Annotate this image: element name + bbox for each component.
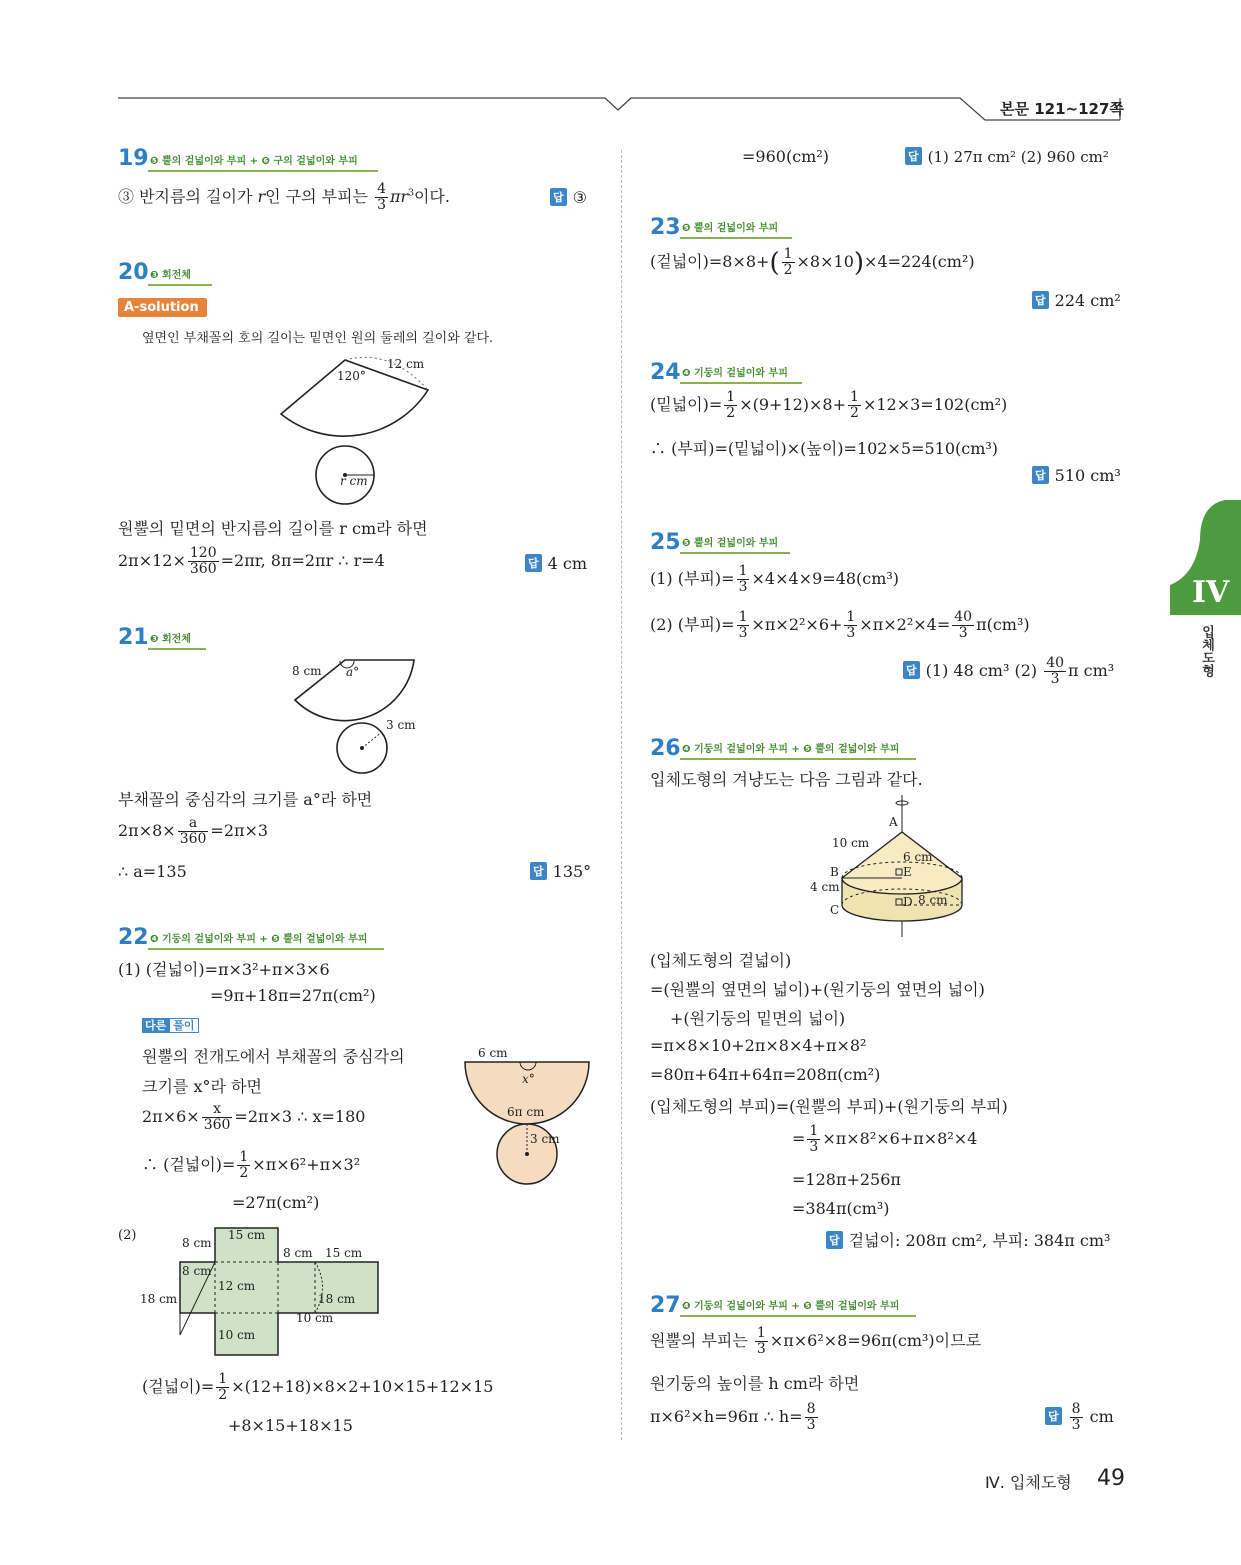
- net-label-f: 12 cm: [218, 1279, 256, 1293]
- problem-19-tag: ❺ 뿔의 겉넓이와 부피 + ❻ 구의 겉넓이와 부피: [150, 156, 358, 167]
- fig22-label-x: x°: [522, 1072, 535, 1086]
- problem-26-tag: ❹ 기둥의 겉넓이와 부피 + ❺ 뿔의 겉넓이와 부피: [682, 744, 900, 755]
- problem-22-number: 22: [118, 925, 149, 950]
- problem-23-answer: 답 224 cm²: [1032, 291, 1121, 310]
- problem-22-alt-line5: =27π(cm²): [232, 1193, 320, 1212]
- fig22-label-3cm: 3 cm: [530, 1132, 560, 1146]
- problem-27-number: 27: [650, 1293, 681, 1318]
- problem-20-number: 20: [118, 260, 149, 285]
- problem-22-part2-label: (2): [118, 1228, 137, 1243]
- net-label-g: 18 cm: [140, 1292, 178, 1306]
- fig26-label-E: E: [903, 865, 912, 879]
- problem-25-answer: 답 (1) 48 cm³ (2) $\frac{40}{3}$ π cm³: [903, 656, 1114, 687]
- fig26-label-6cm: 6 cm: [903, 850, 933, 864]
- problem-26-line2: =(원뿔의 옆면의 넓이)+(원기둥의 옆면의 넓이): [650, 980, 985, 999]
- net-label-j: 10 cm: [218, 1328, 256, 1342]
- problem-22-line1: (1) (겉넓이)=π×3²+π×3×6: [118, 960, 330, 979]
- fig26-label-8cm: 8 cm: [918, 893, 948, 907]
- fig22-label-6pi: 6π cm: [507, 1105, 545, 1119]
- fig26-label-A: A: [889, 815, 898, 829]
- problem-27-tag: ❹ 기둥의 겉넓이와 부피 + ❺ 뿔의 겉넓이와 부피: [682, 1301, 900, 1312]
- net-label-i: 10 cm: [296, 1311, 334, 1325]
- problem-22-alt-line4: ∴ (겉넓이)= $\frac{1}{2}$ ×π×6²+π×3²: [142, 1149, 361, 1181]
- fig26-label-C: C: [830, 903, 840, 917]
- footer-chapter: Ⅳ. 입체도형: [985, 1473, 1072, 1492]
- problem-23-line1: (겉넓이)=8×8+( $\frac{1}{2}$ ×8×10)×4=224(cm²): [650, 246, 975, 278]
- a-solution-badge: A-solution: [118, 298, 207, 317]
- problem-26-number: 26: [650, 736, 681, 761]
- fig21-label-a: a°: [346, 665, 360, 679]
- problem-26-line1: (입체도형의 겉넓이): [650, 951, 792, 970]
- fig21-label-3: 3 cm: [386, 718, 416, 732]
- problem-25-number: 25: [650, 530, 681, 555]
- problem-24-number: 24: [650, 360, 681, 385]
- fig26-label-10cm: 10 cm: [832, 836, 870, 850]
- problem-22-alt-line1: 원뿔의 전개도에서 부채꼴의 중심각의: [142, 1047, 405, 1066]
- problem-19-number: 19: [118, 146, 149, 171]
- problem-27-line3: π×6²×h=96π ∴ h= $\frac{8}{3}$: [650, 1401, 816, 1433]
- problem-26-line8: =128π+256π: [792, 1170, 901, 1189]
- net-label-b: 8 cm: [182, 1236, 212, 1250]
- problem-21-number: 21: [118, 625, 149, 650]
- problem-23-number: 23: [650, 215, 681, 240]
- problem-24-line1: (밑넓이)= $\frac{1}{2}$ ×(9+12)×8+ $\frac{1}{2}$ ×12×3=102(cm²): [650, 389, 1008, 421]
- column-divider: [621, 150, 622, 1440]
- problem-26-line9: =384π(cm³): [792, 1199, 890, 1218]
- problem-20-line2: 2π×12× $\frac{120}{360}$ =2πr, 8π=2πr ∴ r=4: [118, 545, 385, 577]
- problem-20-line1: 원뿔의 밑면의 반지름의 길이를 r cm라 하면: [118, 519, 428, 538]
- fig20-label-12: 12 cm: [387, 357, 425, 371]
- net-label-h: 18 cm: [318, 1292, 356, 1306]
- fig20-label-120: 120°: [337, 369, 366, 383]
- problem-19-answer: 답 ③: [550, 188, 587, 207]
- fig21-label-8: 8 cm: [292, 664, 322, 678]
- problem-21-tag: ❸ 회전체: [150, 634, 191, 645]
- problem-22-alt-line2: 크기를 x°라 하면: [142, 1077, 262, 1096]
- problem-19-line1: ③ 반지름의 길이가 r인 구의 부피는 $\frac{4}{3}$ $\pi r^3$이다.: [118, 181, 450, 213]
- problem-25-tag: ❺ 뿔의 겉넓이와 부피: [682, 538, 779, 549]
- problem-25-line1: (1) (부피)= $\frac{1}{3}$ ×4×4×9=48(cm³): [650, 563, 900, 595]
- problem-21-line2: 2π×8× $\frac{a}{360}$ =2π×3: [118, 815, 269, 847]
- problem-20-tag: ❸ 회전체: [150, 270, 191, 281]
- problem-26-line7: = $\frac{1}{3}$ ×π×8²×6+π×8²×4: [792, 1123, 978, 1155]
- chapter-roman: IV: [1192, 575, 1230, 610]
- net-label-c: 8 cm: [283, 1246, 313, 1260]
- page-reference: 본문 121~127쪽: [1000, 100, 1124, 118]
- net-label-a: 15 cm: [228, 1228, 266, 1242]
- net-label-d: 15 cm: [325, 1246, 363, 1260]
- problem-25-line2: (2) (부피)= $\frac{1}{3}$ ×π×2²×6+ $\frac{1}{3}$ ×π×2²×4= $\frac{40}{3}$ π(cm³): [650, 609, 1030, 641]
- problem-21-line1: 부채꼴의 중심각의 크기를 a°라 하면: [118, 790, 373, 809]
- problem-20-answer: 답 4 cm: [525, 554, 587, 573]
- net-label-e: 8 cm: [182, 1264, 212, 1278]
- problem-24-line2: ∴ (부피)=(밑넓이)×(높이)=102×5=510(cm³): [650, 439, 999, 458]
- problem-22-alt-line3: 2π×6× $\frac{x}{360}$ =2π×3 ∴ x=180: [142, 1101, 366, 1133]
- fig22-label-6cm: 6 cm: [478, 1046, 508, 1060]
- problem-22-line2: =9π+18π=27π(cm²): [210, 986, 376, 1005]
- problem-26-answer: 답 겉넓이: 208π cm², 부피: 384π cm³: [826, 1228, 1110, 1251]
- problem-26-line6: (입체도형의 부피)=(원뿔의 부피)+(원기둥의 부피): [650, 1097, 1008, 1116]
- fig26-label-B: B: [830, 865, 839, 879]
- problem-26-line0: 입체도형의 겨냥도는 다음 그림과 같다.: [650, 770, 923, 789]
- fig26-label-4cm: 4 cm: [810, 880, 840, 894]
- fig20-label-r: r cm: [340, 474, 368, 488]
- problem-20-note: 옆면인 부채꼴의 호의 길이는 밑면인 원의 둘레의 길이와 같다.: [142, 331, 494, 346]
- problem-26-line5: =80π+64π+64π=208π(cm²): [650, 1065, 881, 1084]
- problem-21-answer: 답 135°: [530, 862, 591, 881]
- problem-22-part2-line3: =960(cm²): [742, 147, 829, 166]
- problem-27-answer: 답 $\frac{8}{3}$ cm: [1045, 1402, 1114, 1433]
- page-number: 49: [1097, 1466, 1125, 1491]
- problem-22-part2-line1: (겉넓이)= $\frac{1}{2}$ ×(12+18)×8×2+10×15+12×15: [142, 1371, 494, 1403]
- problem-26-line4: =π×8×10+2π×8×4+π×8²: [650, 1036, 867, 1055]
- problem-22-answer: 답 (1) 27π cm² (2) 960 cm²: [905, 147, 1109, 166]
- fig26-label-D: D: [903, 895, 913, 909]
- problem-24-tag: ❹ 기둥의 겉넓이와 부피: [682, 368, 788, 379]
- problem-22-figure-cone-net: [455, 1045, 600, 1195]
- problem-21-line3: ∴ a=135: [118, 862, 187, 881]
- problem-22-part2-line2: +8×15+18×15: [228, 1416, 353, 1435]
- problem-24-answer: 답 510 cm³: [1032, 466, 1121, 485]
- problem-26-line3: +(원기둥의 밑면의 넓이): [670, 1009, 846, 1028]
- problem-27-line1: 원뿔의 부피는 $\frac{1}{3}$ ×π×6²×8=96π(cm³)이므로: [650, 1325, 982, 1357]
- chapter-label: 입체도형: [1199, 625, 1214, 677]
- problem-23-tag: ❺ 뿔의 겉넓이와 부피: [682, 223, 779, 234]
- alt-solution-badge: 다른 풀이: [142, 1017, 199, 1033]
- problem-22-tag: ❹ 기둥의 겉넓이와 부피 + ❺ 뿔의 겉넓이와 부피: [150, 934, 368, 945]
- problem-27-line2: 원기둥의 높이를 h cm라 하면: [650, 1374, 860, 1393]
